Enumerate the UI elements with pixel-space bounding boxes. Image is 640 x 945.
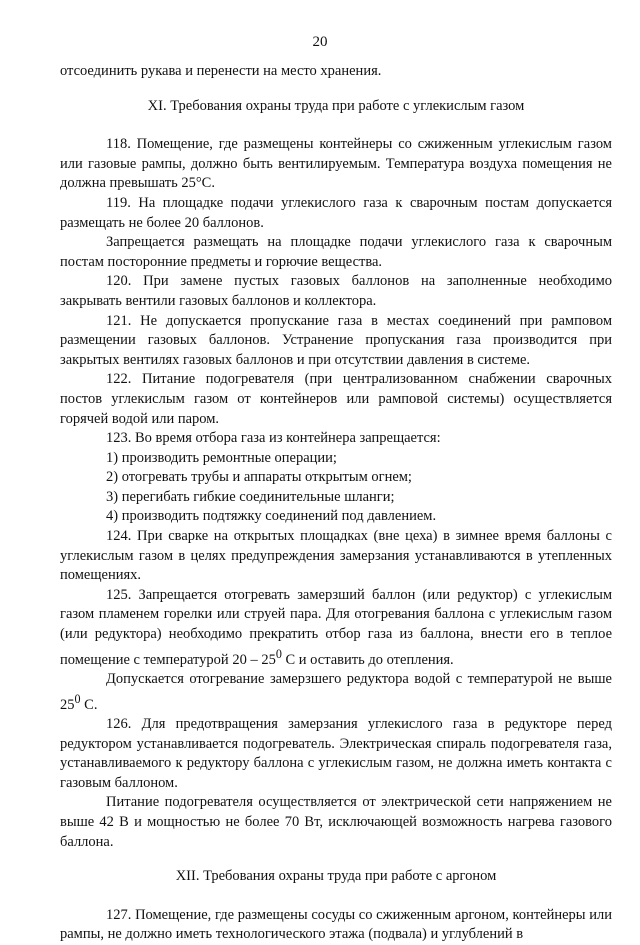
paragraph-125b-text-end: С. <box>80 696 98 713</box>
paragraph-125 <box>60 586 612 670</box>
list-item: 2) отогревать трубы и аппараты открытым огнем; <box>106 469 412 486</box>
paragraph-119: 119. На площадке подачи углекислого газа к сварочным постам допускается размещать не более 20 баллонов. <box>60 194 612 231</box>
section-heading-xi: XI. Требования охраны труда при работе с углекислым газом <box>147 97 525 114</box>
paragraph-126-continued: Питание подогревателя осуществляется от электрической сети напряжением не выше 42 В и мощностью не более 70 Вт, исключающей возможность нагрева газового баллона. <box>60 794 612 850</box>
paragraph-123: 123. Во время отбора газа из контейнера запрещается: <box>106 430 441 447</box>
paragraph-125-text-end: С и оставить до отепления. <box>281 651 454 668</box>
degree-superscript: 0 <box>275 646 282 661</box>
list-item: 4) производить подтяжку соединений под давлением. <box>106 508 437 525</box>
paragraph-125-continued <box>60 670 612 715</box>
paragraph-122: 122. Питание подогревателя (при централизованном снабжении сварочных постов углекислым газом от контейнеров или рамповой системы) осуществляется горячей водой или паром. <box>60 371 612 427</box>
section-heading-xii: XII. Требования охраны труда при работе с аргоном <box>175 868 497 885</box>
paragraph-125b-text: Допускается отогревание замерзшего редуктора водой с температурой не выше 25 <box>60 671 612 713</box>
list-item: 3) перегибать гибкие соединительные шланги; <box>106 488 395 505</box>
intro-line: отсоединить рукава и перенести на место хранения. <box>60 63 382 79</box>
paragraph-121: 121. Не допускается пропускание газа в местах соединений при рамповом размещении газовых баллонов. Устранение пропускания газа производится при закрытых вентилях газовых баллонов и при отсутствии давления в системе. <box>60 312 612 368</box>
paragraph-119-continued: Запрещается размещать на площадке подачи углекислого газа к сварочным постам посторонние предметы и горючие вещества. <box>60 234 612 270</box>
page-number: 20 <box>312 34 328 50</box>
paragraph-127: 127. Помещение, где размещены сосуды со сжиженным аргоном, контейнеры или рампы, не должно иметь технологического этажа (подвала) и углублений в <box>60 906 612 943</box>
paragraph-120: 120. При замене пустых газовых баллонов на заполненные необходимо закрывать вентили газовых баллонов и коллектора. <box>60 273 612 309</box>
degree-superscript: 0 <box>74 691 81 706</box>
paragraph-118: 118. Помещение, где размещены контейнеры со сжиженным углекислым газом или газовые рампы, должно быть вентилируемым. Температура воздуха помещения не должна превышать 25°С. <box>60 136 612 192</box>
document-body <box>60 62 612 945</box>
paragraph-125-text: 125. Запрещается отогревать замерзший баллон (или редуктор) с углекислым газом пламенем горелки или струей пара. Для отогревания баллона с углекислым газом (или редуктора) необходимо прекратить отбор газа из баллона, внести его в теплое помещение с температурой 20 – 25 <box>60 586 612 668</box>
list-item: 1) производить ремонтные операции; <box>106 449 337 466</box>
paragraph-124: 124. При сварке на открытых площадках (вне цеха) в зимнее время баллоны с углекислым газом в целях предупреждения замерзания устанавливаются в утепленных помещениях. <box>60 528 612 584</box>
paragraph-126: 126. Для предотвращения замерзания углекислого газа в редукторе перед редуктором устанавливается подогреватель. Электрическая спираль подогревателя газа, устанавливаемого к редуктору баллона с углекислым газом, не должна иметь контакта с газовым баллоном. <box>60 716 612 791</box>
